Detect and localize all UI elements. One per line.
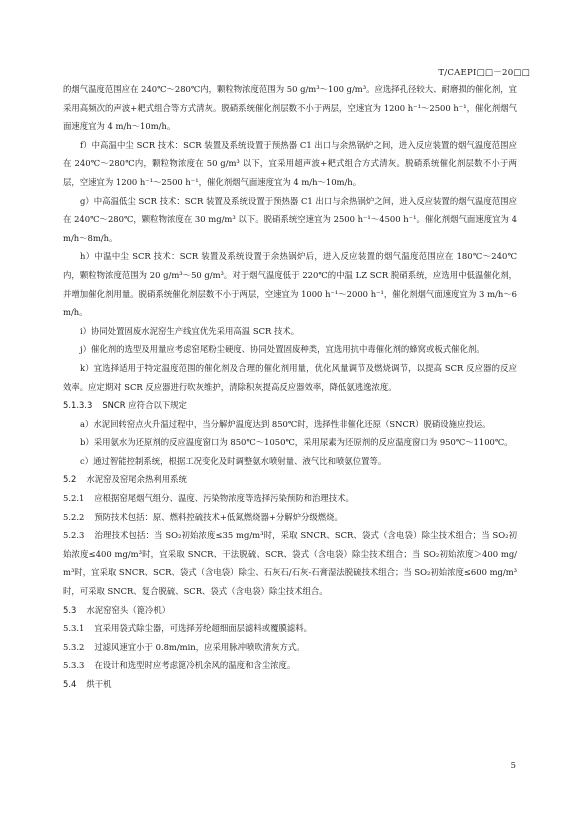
clause-5-3-1 bbox=[63, 619, 517, 638]
standard-number-header: T/CAEPI□□－20□□ bbox=[438, 68, 530, 78]
paragraph-item-k: k）宜选择适用于特定温度范围的催化剂及合理的催化剂用量，优化风量调节及燃烧调节，以提高 SCR 反应器的反应效率。应定期对 SCR 反应器进行吹灰维护，清除积灰提高反应器效率，降低氨逃逸浓度。 bbox=[63, 362, 517, 392]
paragraph-item-g: g）中高温低尘 SCR 技术：SCR 装置及系统设置于预热器 C1 出口与余热锅炉之间，进入反应装置的烟气温度范围应在 240℃～280℃，颗粒物浓度在 30 mg/m³ 以下。脱硝系统空速宜为 2500 h⁻¹～4500 h⁻¹。催化剂烟气面速度宜为 4m/h～8m/h。 bbox=[63, 195, 517, 243]
paragraph-item-f: f）中高温中尘 SCR 技术：SCR 装置及系统设置于预热器 C1 出口与余热锅炉之间，进入反应装置的烟气温度范围应在 240℃～280℃内，颗粒物浓度在 50 g/m³ 以下，宜采用超声波+耙式组合方式清灰。脱硝系统催化剂层数不小于两层，空速宜为 1200 h⁻¹～2500 h⁻¹，催化剂烟气面速度宜为 4 m/h～10m/h。 bbox=[63, 139, 517, 187]
clause-text: 治理技术包括：当 SO₂初始浓度≤35 mg/m³时，采取 SNCR、SCR、袋式（含电袋）除尘技术组合；当 SO₂初始浓度≤400 mg/m³时，宜采取 SNCR、干法脱硫、SCR、袋式（含电袋）除尘技术组合；当 SO₂初始浓度＞400 mg/m³时，宜采取 SNCR、SCR、袋式（含电袋）除尘、石灰石/石灰-石膏湿法脱硫技术组合；当 SO₂初始浓度≤600 mg/m³时，可采取 SNCR、复合脱硫、SCR、袋式（含电袋）除尘技术组合。 bbox=[63, 530, 517, 597]
document-body bbox=[63, 80, 517, 694]
clause-number: 5.2.3 bbox=[63, 530, 85, 541]
section-number: 5.4 bbox=[63, 679, 77, 689]
clause-5-3-2 bbox=[63, 638, 517, 657]
section-title: 烘干机 bbox=[86, 679, 112, 689]
clause-5-2-1 bbox=[63, 489, 517, 508]
section-number: 5.1.3.3 bbox=[63, 400, 93, 411]
section-title: 水泥窑窑头（篦冷机） bbox=[86, 604, 171, 615]
section-number: 5.3 bbox=[63, 604, 77, 615]
section-number: 5.2 bbox=[63, 474, 77, 485]
paragraph-item-a: a）水泥回转窑点火升温过程中，当分解炉温度达到 850℃时，选择性非催化还原（SNCR）脱硝设施应投运。 bbox=[80, 418, 491, 429]
paragraph-item-b: b）采用氨水为还原剂的反应温度窗口为 850℃～1050℃，采用尿素为还原剂的反应温度窗口为 950℃～1100℃。 bbox=[80, 437, 513, 448]
section-title: 水泥窑及窑尾余热利用系统 bbox=[86, 474, 187, 485]
section-heading-5-3 bbox=[63, 601, 517, 620]
section-title: SNCR 应符合以下规定 bbox=[102, 400, 187, 411]
clause-5-2-2 bbox=[63, 508, 517, 527]
paragraph-continuation: 的烟气温度范围应在 240℃～280℃内，颗粒物浓度范围为 50 g/m³～100 g/m³。应选择孔径较大、耐磨损的催化剂，宜采用高频次的声波+耙式组合等方式清灰。脱硝系统催化剂层数不小于两层，空速宜为 1200 h⁻¹～2500 h⁻¹，催化剂烟气面速度宜为 4 m/h～10m/h。 bbox=[63, 84, 517, 132]
section-heading-5-1-3-3 bbox=[63, 396, 517, 415]
paragraph-item-j: j）催化剂的选型及用量应考虑窑尾粉尘硬度、协同处置固废种类，宜选用抗中毒催化剂的蜂窝或板式催化剂。 bbox=[80, 344, 485, 355]
clause-text: 在设计和选型时应考虑篦冷机余风的温度和含尘浓度。 bbox=[94, 660, 296, 671]
clause-text: 宜采用袋式除尘器，可选择芳纶超细面层滤料或覆膜滤料。 bbox=[94, 623, 313, 634]
clause-5-3-3 bbox=[63, 656, 517, 675]
clause-text: 预防技术包括：原、燃料控硫技术+低氮燃烧器+分解炉分级燃烧。 bbox=[94, 511, 343, 522]
clause-number: 5.3.2 bbox=[63, 641, 85, 652]
section-heading-5-2 bbox=[63, 470, 517, 489]
clause-number: 5.2.1 bbox=[63, 493, 85, 504]
clause-number: 5.3.1 bbox=[63, 623, 85, 634]
section-heading-5-4 bbox=[63, 675, 517, 694]
clause-number: 5.2.2 bbox=[63, 511, 85, 522]
page-number: 5 bbox=[510, 760, 516, 770]
clause-text: 应根据窑尾烟气组分、温度、污染物浓度等选择污染预防和治理技术。 bbox=[94, 493, 354, 504]
clause-5-2-3 bbox=[63, 526, 517, 600]
clause-number: 5.3.3 bbox=[63, 660, 85, 671]
clause-text: 过滤风速宜小于 0.8m/min，应采用脉冲喷吹清灰方式。 bbox=[94, 641, 305, 652]
paragraph-item-h: h）中温中尘 SCR 技术：SCR 装置及系统设置于余热锅炉后，进入反应装置的烟气温度范围应在 180℃～240℃内，颗粒物浓度范围为 20 g/m³～50 g/m³。对于烟气温度低于 220℃的中温 LZ SCR 脱硝系统，应选用中低温催化剂，并增加催化剂用量。脱硝系统催化剂层数不小于两层，空速宜为 1000 h⁻¹～2000 h⁻¹，催化剂烟气面速度宜为 3 m/h～6 m/h。 bbox=[63, 251, 517, 318]
paragraph-item-c: c）通过智能控制系统，根据工况变化及时调整氨水喷射量、液气比和喷氨位置等。 bbox=[80, 455, 387, 466]
paragraph-item-i: i）协同处置固废水泥窑生产线宜优先采用高温 SCR 技术。 bbox=[80, 325, 300, 336]
